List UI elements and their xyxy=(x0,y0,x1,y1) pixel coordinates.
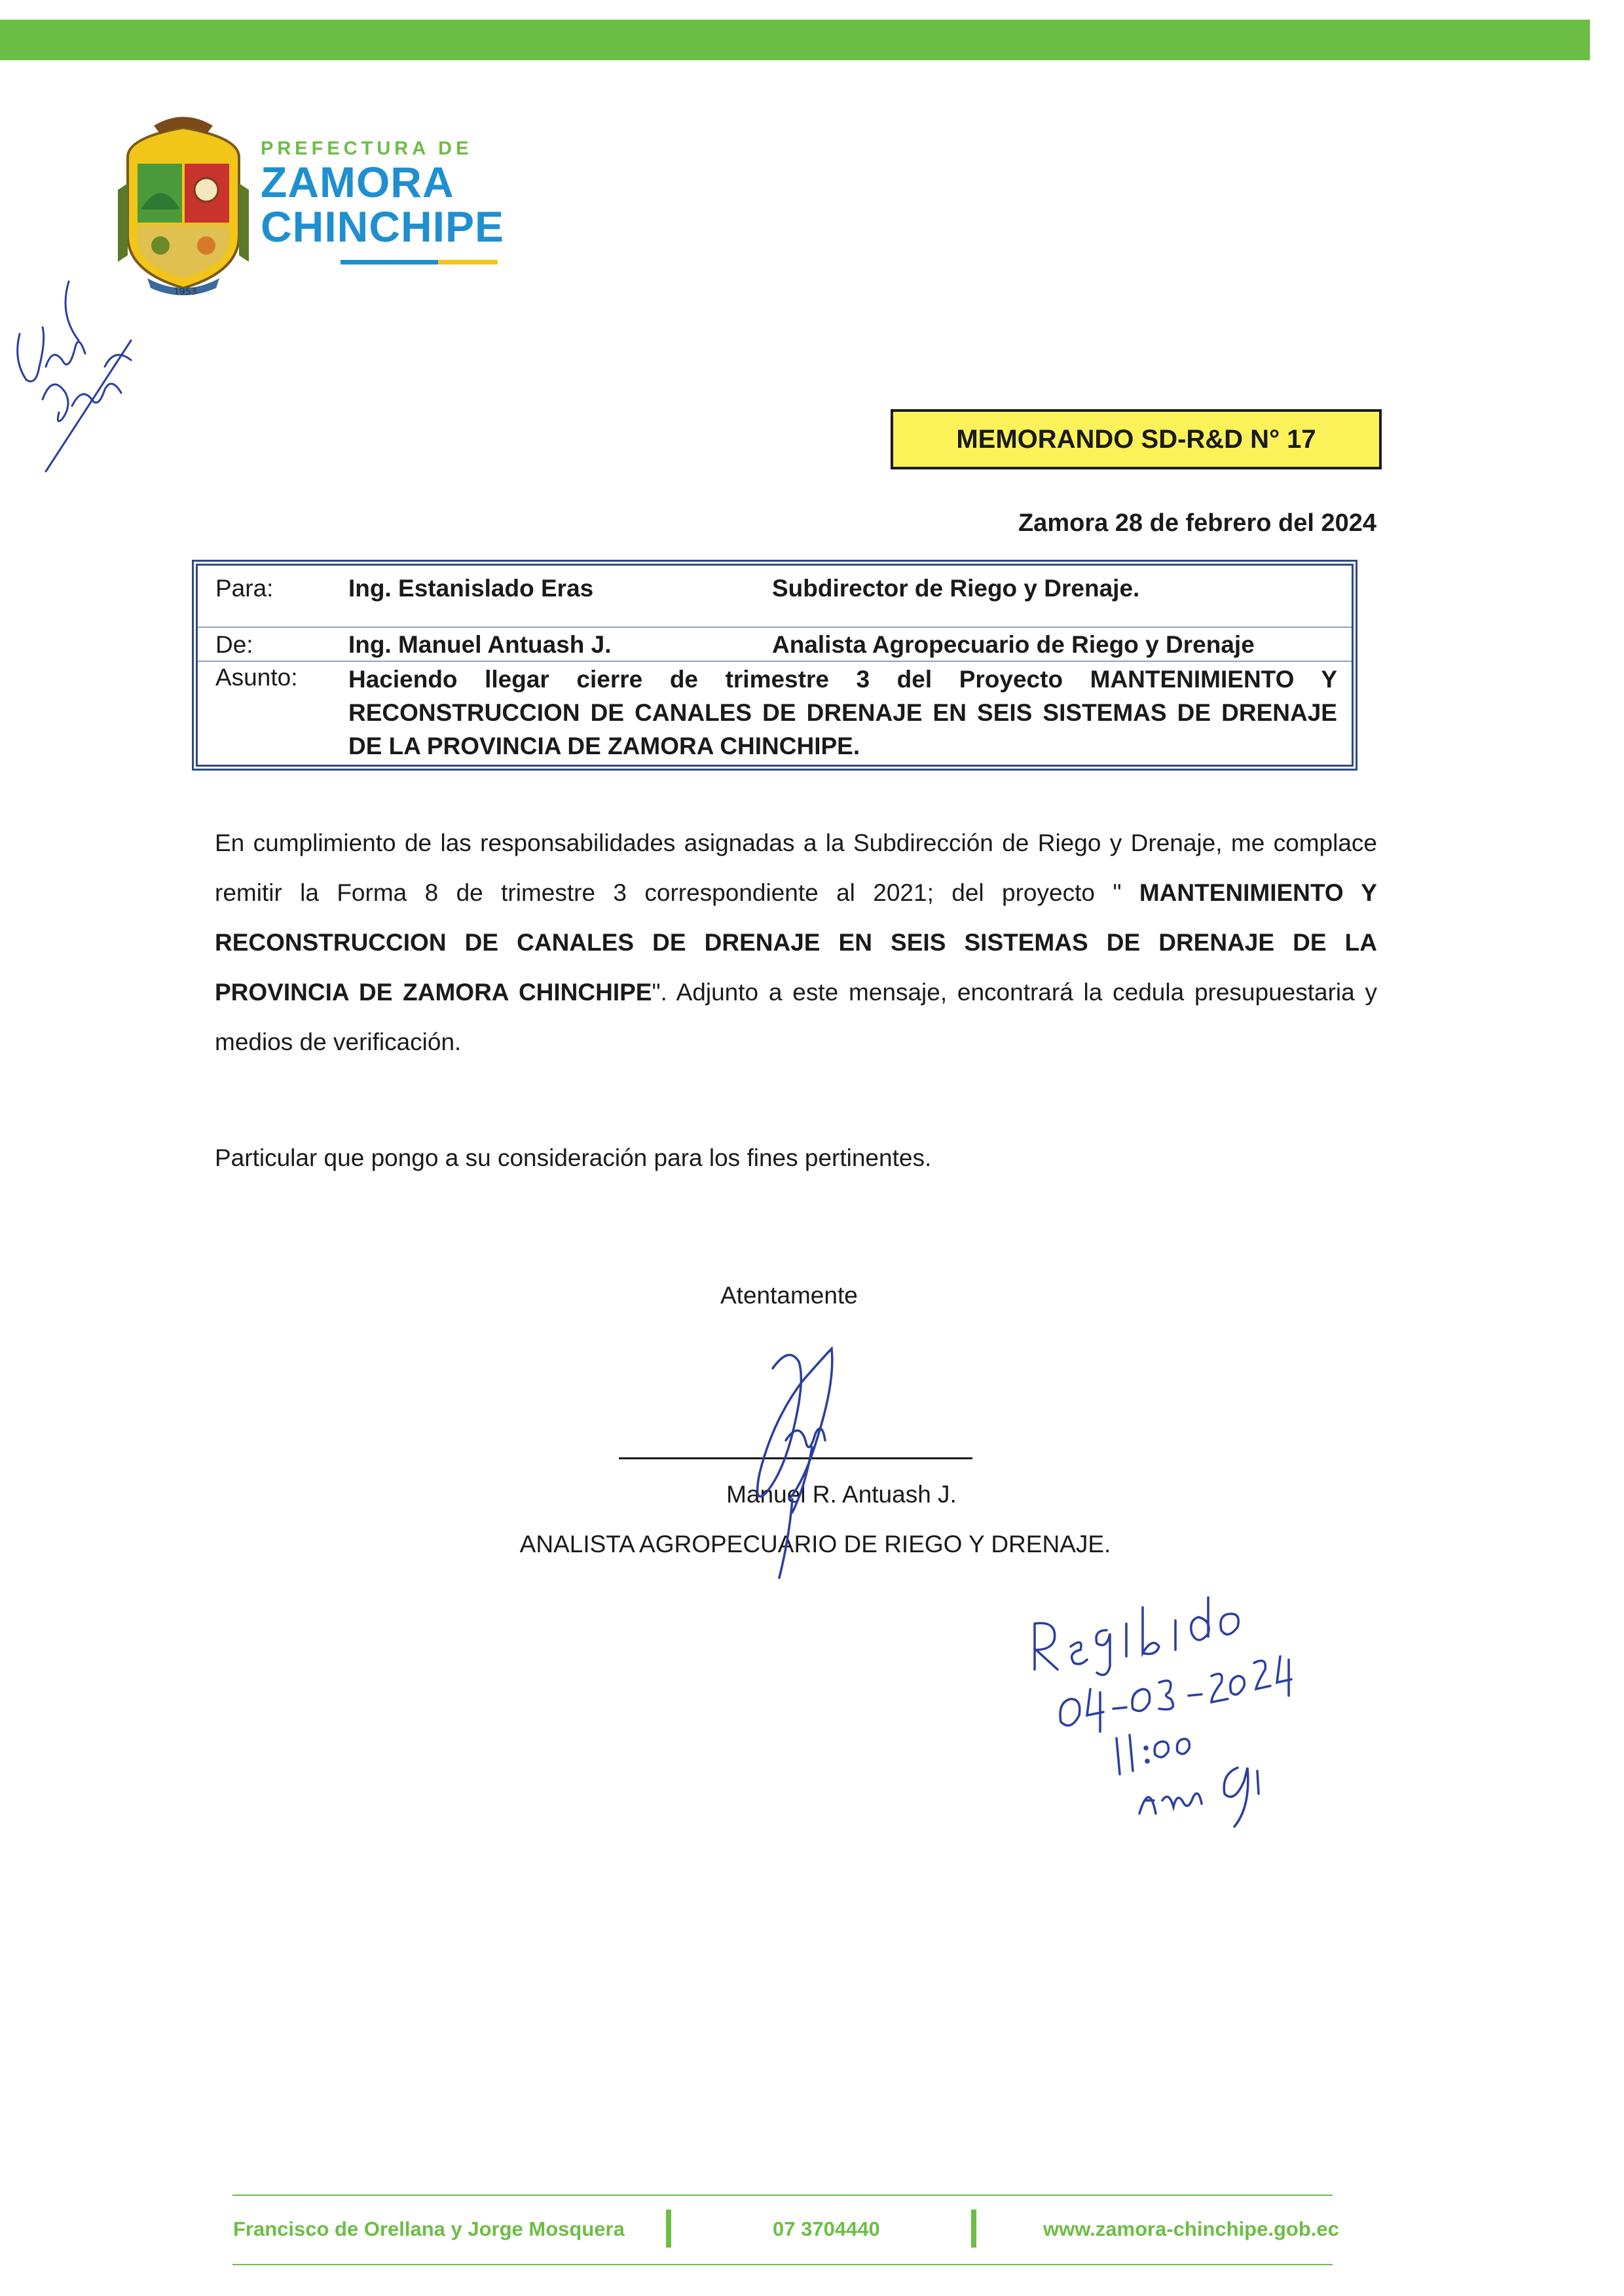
organization-name xyxy=(261,137,504,249)
footer-website[interactable]: www.zamora-chinchipe.gob.ec xyxy=(1043,2217,1339,2240)
footer-address: Francisco de Orellana y Jorge Mosquera xyxy=(233,2217,625,2240)
asunto-label: Asunto: xyxy=(215,664,298,691)
top-green-bar xyxy=(0,20,1590,60)
crest-year-text: 1953 xyxy=(174,287,197,297)
para-role: Subdirector de Riego y Drenaje. xyxy=(772,575,1140,602)
footer-phone: 07 3704440 xyxy=(773,2217,880,2240)
handwritten-margin-note xyxy=(7,262,151,478)
de-role: Analista Agropecuario de Riego y Drenaje xyxy=(772,631,1255,658)
memo-title-box xyxy=(891,409,1382,469)
footer-divider xyxy=(666,2210,671,2248)
footer-divider xyxy=(971,2210,976,2248)
routing-table xyxy=(192,560,1357,771)
salutation: Atentamente xyxy=(720,1282,858,1309)
table-separator xyxy=(198,627,1352,628)
org-prefix: PREFECTURA DE xyxy=(261,138,473,159)
para-label: Para: xyxy=(215,575,274,602)
footer-top-line xyxy=(232,2195,1333,2196)
memo-date: Zamora 28 de febrero del 2024 xyxy=(1018,509,1376,537)
org-line-2: CHINCHIPE xyxy=(261,202,505,251)
signer-name: Manuel R. Antuash J. xyxy=(726,1481,957,1508)
handwritten-received-note xyxy=(1022,1584,1297,1833)
body-project-name: MANTENIMIENTO Y RECONSTRUCCION DE CANALES DE DRENAJE EN SEIS SISTEMAS DE DRENAJE DE LA PROVINCIA DE ZAMORA CHINCHIPE xyxy=(215,879,1377,1006)
handwritten-signature xyxy=(727,1342,864,1584)
logo-underline xyxy=(341,260,498,264)
closing-sentence: Particular que pongo a su consideración para los fines pertinentes. xyxy=(215,1144,932,1171)
body-paragraph xyxy=(215,818,1377,1067)
body-text-b: ". Adjunto a este mensaje, encontrará la cedula presupuestaria y medios de verificación. xyxy=(215,979,1377,1055)
body-text-a: En cumplimiento de las responsabilidades asignadas a la Subdirección de Riego y Drenaje, me complace remitir la Forma 8 de trimestre 3 correspondiente al 2021; del proyecto " xyxy=(215,829,1377,906)
memo-title: MEMORANDO SD-R&D N° 17 xyxy=(956,424,1316,454)
footer-bottom-line xyxy=(232,2264,1333,2265)
org-line-1: ZAMORA xyxy=(261,158,454,206)
signer-title: ANALISTA AGROPECUARIO DE RIEGO Y DRENAJE. xyxy=(519,1531,1111,1558)
de-name: Ing. Manuel Antuash J. xyxy=(348,631,612,658)
table-separator xyxy=(198,661,1352,662)
de-label: De: xyxy=(215,631,253,658)
asunto-text: Haciendo llegar cierre de trimestre 3 del Proyecto MANTENIMIENTO Y RECONSTRUCCION DE CANALES DE DRENAJE EN SEIS SISTEMAS DE DRENAJE DE LA PROVINCIA DE ZAMORA CHINCHIPE. xyxy=(348,666,1337,759)
para-name: Ing. Estanislado Eras xyxy=(348,575,594,602)
